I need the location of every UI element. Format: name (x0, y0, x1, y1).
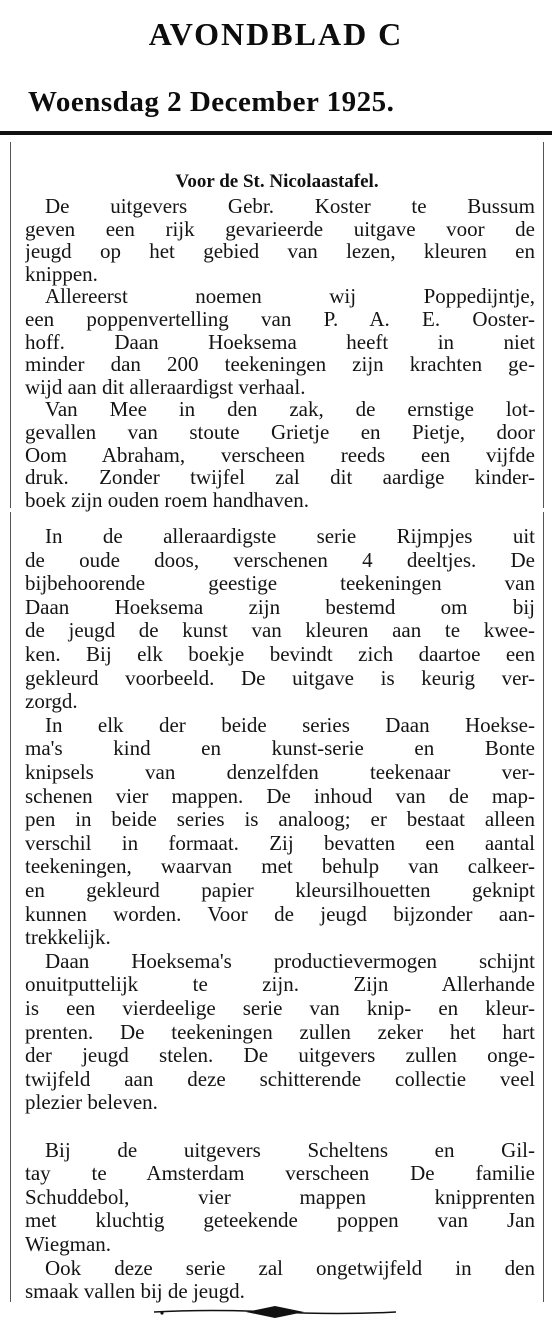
article-line: In elk der beide series Daan Hoekse- (45, 712, 535, 737)
article-line: Allereerst noemen wij Poppedijntje, (45, 284, 535, 309)
article-line: teekeningen, waarvan met behulp van calkeer- (25, 854, 535, 879)
article-line: Schuddebol, vier mappen knipprenten (25, 1184, 535, 1209)
article-line: Oom Abraham, verscheen reeds een vijfde (25, 442, 535, 467)
article-line: verschil in formaat. Zij bevatten een aantal (25, 830, 535, 855)
date-line: Woensdag 2 December 1925. (28, 86, 395, 118)
article-line: De uitgevers Gebr. Koster te Bussum (45, 194, 535, 218)
article-line: In de alleraardigste serie Rijmpjes uit (45, 524, 535, 548)
article-line: Van Mee in den zak, de ernstige lot- (45, 397, 535, 422)
article-line: en gekleurd papier kleursilhouetten geknipt (25, 878, 535, 902)
article-line: zorgd. (25, 689, 78, 714)
article-line: boek zijn ouden roem handhaven. (25, 487, 309, 512)
article-line: Bij de uitgevers Scheltens en Gil- (45, 1137, 535, 1162)
article-line: smaak vallen bij de jeugd. (25, 1279, 245, 1304)
article-line: met kluchtig geteekende poppen van Jan (25, 1208, 535, 1233)
article-line: is een vierdeelige serie van knip- en kleur- (25, 996, 535, 1020)
edition-title: AVONDBLAD C (148, 16, 404, 52)
article-line: der jeugd stelen. De uitgevers zullen onge- (25, 1043, 535, 1068)
article-line: knipsels van denzelfden teekenaar ver- (25, 760, 535, 784)
article-line: kunnen worden. Voor de jeugd bijzonder aan- (25, 901, 535, 926)
article-line: gekleurd voorbeeld. De uitgave is keurig ver- (25, 665, 535, 690)
article-line: Ook deze serie zal ongetwijfeld in den (45, 1255, 535, 1280)
article-line: schenen vier mappen. De inhoud van de map- (25, 783, 535, 808)
article-line: ma's kind en kunst-serie en Bonte (25, 736, 535, 761)
article-line: minder dan 200 teekeningen zijn krachten ge- (25, 352, 535, 377)
article-line: twijfeld aan deze schitterende collectie veel (25, 1066, 535, 1091)
article-line: tay te Amsterdam verscheen De familie (25, 1161, 535, 1186)
article-line: een poppenvertelling van P. A. E. Ooster- (25, 307, 535, 331)
article-line: plezier beleven. (25, 1090, 158, 1115)
article-heading: Voor de St. Nicolaastafel. (175, 171, 379, 192)
article-line: trekkelijk. (25, 925, 111, 950)
article-line: de jeugd de kunst van kleuren aan te kwee- (25, 618, 535, 643)
article-line: wijd aan dit alleraardigst verhaal. (25, 374, 306, 399)
article-line: Wiegman. (25, 1232, 112, 1256)
article-column-top (10, 142, 544, 512)
article-line: druk. Zonder twijfel zal dit aardige kinder- (25, 465, 535, 490)
article-line: Daan Hoeksema's productievermogen schijnt (45, 948, 535, 973)
article-line: ken. Bij elk boekje bevindt zich daartoe een (25, 642, 535, 666)
ornament-rule-icon (150, 1304, 400, 1320)
article-line: Daan Hoeksema zijn bestemd om bij (25, 594, 535, 619)
article-line: onuitputtelijk te zijn. Zijn Allerhande (25, 972, 535, 997)
article-line: jeugd op het gebied van lezen, kleuren en (25, 239, 535, 264)
article-line: knippen. (25, 261, 98, 286)
closing-ornament (0, 1300, 552, 1324)
article-line: bijbehoorende geestige teekeningen van (25, 571, 535, 596)
article-line: de oude doos, verschenen 4 deeltjes. De (25, 547, 535, 572)
article-line: hoff. Daan Hoeksema heeft in niet (25, 329, 535, 354)
masthead (0, 0, 552, 140)
article-line: gevallen van stoute Grietje en Pietje, door (25, 420, 535, 444)
article-line: pen in beide series is analoog; er bestaat alleen (25, 807, 535, 832)
masthead-rule (0, 131, 552, 135)
article-column-bottom (10, 512, 544, 1302)
article-line: prenten. De teekeningen zullen zeker het hart (25, 1019, 535, 1044)
article-line: geven een rijk gevarieerde uitgave voor de (25, 216, 535, 241)
